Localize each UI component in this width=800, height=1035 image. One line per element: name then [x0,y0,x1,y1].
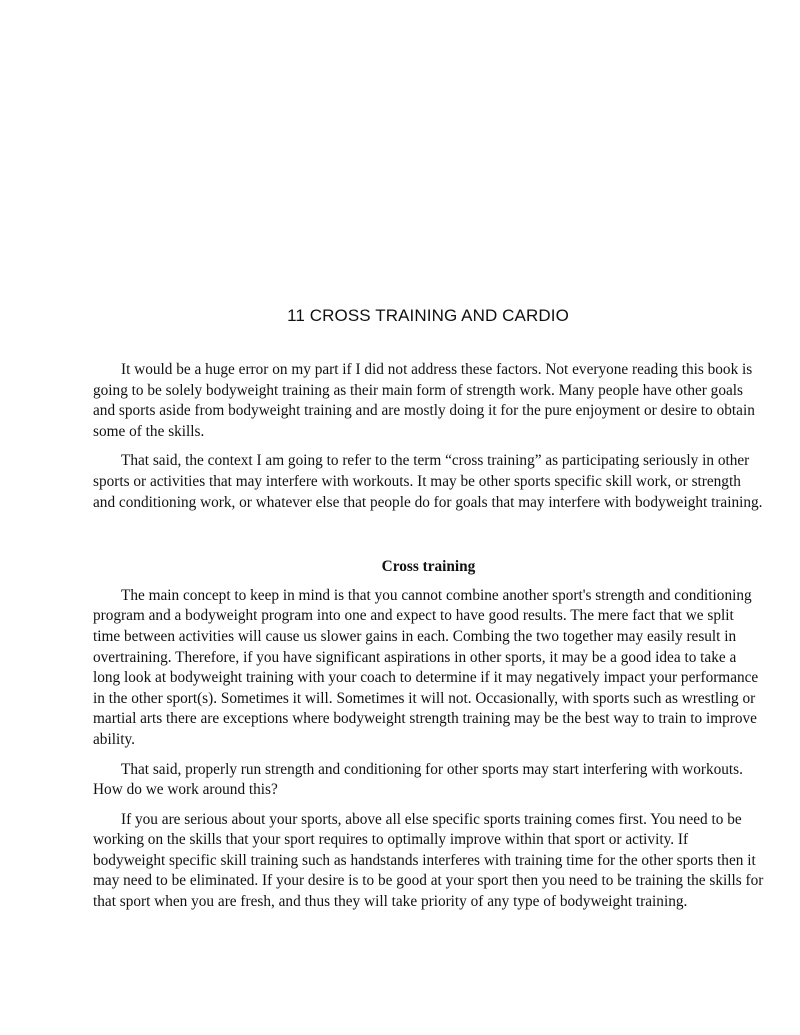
intro-paragraph-2: That said, the context I am going to refer to the term “cross training” as participating seriously in other sports or activities that may interfere with workouts. It may be other sports specific skill work, or strength and conditioning work, or whatever else that people do for goals that may interfere with bodyweight training. [93,452,763,511]
chapter-title: 11 CROSS TRAINING AND CARDIO [287,306,569,325]
section-heading-cross-training: Cross training [381,558,476,576]
page-body [93,360,764,922]
intro-paragraph-1: It would be a huge error on my part if I did not address these factors. Not everyone reading this book is going to be solely bodyweight training as their main form of strength work. Many people have other goals and sports aside from bodyweight training and are mostly doing it for the pure enjoyment or desire to obtain some of the skills. [93,361,755,440]
section-paragraph-1: The main concept to keep in mind is that you cannot combine another sport's strength and conditioning program and a bodyweight program into one and expect to have good results. The mere fact that we split time between activities will cause us slower gains in each. Combing the two together may easily result in overtraining. Therefore, if you have significant aspirations in other sports, it may be a good idea to take a long look at bodyweight training with your coach to determine if it may negatively impact your performance in the other sport(s). Sometimes it will. Sometimes it will not. Occasionally, with sports such as wrestling or martial arts there are exceptions where bodyweight strength training may be the best way to train to improve ability. [93,586,759,748]
section-paragraph-3: If you are serious about your sports, above all else specific sports training comes first. You need to be working on the skills that your sport requires to optimally improve within that sport or activity. If bodyweight specific skill training such as handstands interferes with training time for the other sports then it may need to be eliminated. If your desire is to be good at your sport then you need to be training the skills for that sport when you are fresh, and thus they will take priority of any type of bodyweight training. [93,810,764,911]
section-paragraph-2: That said, properly run strength and conditioning for other sports may start interfering with workouts. How do we work around this? [93,760,743,799]
